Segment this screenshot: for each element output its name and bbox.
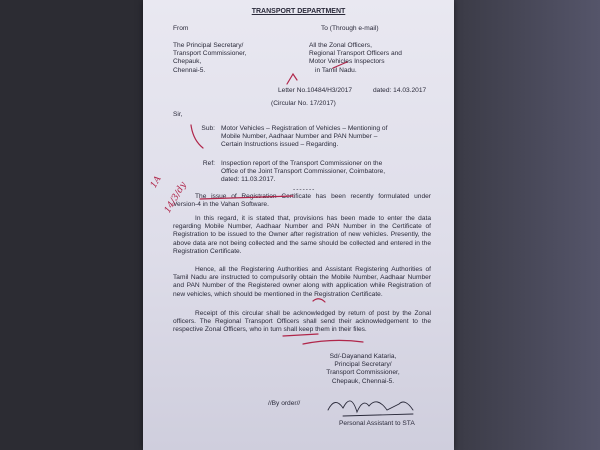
pen-tick — [287, 74, 297, 84]
margin-note-2: 14/3/dy — [163, 180, 189, 215]
to-line: Motor Vehicles Inspectors — [309, 58, 385, 66]
reference-line: Office of the Joint Transport Commissioner, Coimbatore, — [221, 168, 386, 176]
from-line: The Principal Secretary/ — [173, 42, 244, 49]
signature-line: Sd/-Dayanand Kataria, — [329, 353, 397, 360]
pen-marks — [143, 0, 454, 450]
background-right — [450, 0, 600, 450]
margin-note-1: 1A — [149, 174, 164, 190]
body-paragraph: Receipt of this circular shall be acknowledged by return of post by the Zonal officers. The Regional Transport Officers shall send their acknowledgement to the respective Zonal Officers, who in turn shall keep them in their files. — [173, 310, 431, 334]
body-paragraph: The issue of Registration Certificate has been recently formulated under Version-4 in the Vahan Software. — [173, 193, 431, 209]
reference-line: Inspection report of the Transport Commissioner on the — [221, 160, 383, 167]
from-line: Chennai-5. — [173, 66, 206, 74]
signature-line: Principal Secretary/ — [334, 361, 392, 369]
subject-line: Mobile Number, Aadhaar Number and PAN Number – — [221, 133, 378, 141]
body-paragraph: In this regard, it is stated that, provisions has been made to enter the data regarding Mobile Number, Aadhaar Number and PAN Number in the Certificate of Registration to be issued to the Owner after registration of new vehicles. Presently, the above data are not being collected and the same should be collected and entered in the Registration Certificate. — [173, 215, 431, 255]
pen-underline — [200, 196, 293, 199]
salutation: Sir, — [173, 111, 183, 118]
reference-line: dated: 11.03.2017. — [221, 176, 276, 184]
pen-stroke — [333, 62, 347, 68]
to-label: To (Through e-mail) — [321, 25, 379, 32]
by-order: //By order// — [268, 400, 301, 407]
signature-line: Chepauk, Chennai-5. — [331, 377, 395, 385]
body-paragraph: Hence, all the Registering Authorities and Assistant Registering Authorities of Tamil Nadu are instructed to compulsorily obtain the Mobile Number, Aadhaar Number and PAN Number of the Registered owner along with application while Registration of new vehicles, which should be mentioned in the Registration Certificate. — [173, 266, 431, 298]
pen-bracket — [191, 125, 203, 148]
handwritten-signature — [328, 401, 413, 412]
department-title: TRANSPORT DEPARTMENT — [251, 8, 346, 15]
footer-designation: Personal Assistant to STA — [339, 420, 415, 427]
to-line: All the Zonal Officers, — [309, 42, 372, 49]
from-label: From — [173, 25, 189, 32]
letter-date: dated: 14.03.2017 — [373, 87, 427, 94]
document-page — [143, 0, 454, 450]
subject-label: Sub: — [201, 125, 215, 132]
subject-line: Certain Instructions issued – Regarding. — [221, 141, 339, 149]
separator: ------- — [293, 186, 316, 193]
to-line: Regional Transport Officers and — [309, 50, 402, 58]
pen-tick — [313, 299, 325, 302]
from-line: Transport Commissioner, — [173, 50, 247, 58]
pen-underline — [303, 340, 363, 344]
subject-line: Motor Vehicles – Registration of Vehicles – Mentioning of — [221, 125, 388, 132]
pen-underline — [283, 334, 318, 336]
from-line: Chepauk, — [173, 58, 202, 66]
letter-number: Letter No.10484/H3/2017 — [278, 87, 353, 94]
reference-label: Ref: — [202, 160, 215, 167]
signature-underline — [343, 414, 413, 416]
signature-line: Transport Commissioner, — [326, 369, 400, 377]
to-line: in Tamil Nadu. — [315, 66, 357, 74]
circular-number: (Circular No. 17/2017) — [271, 100, 336, 107]
